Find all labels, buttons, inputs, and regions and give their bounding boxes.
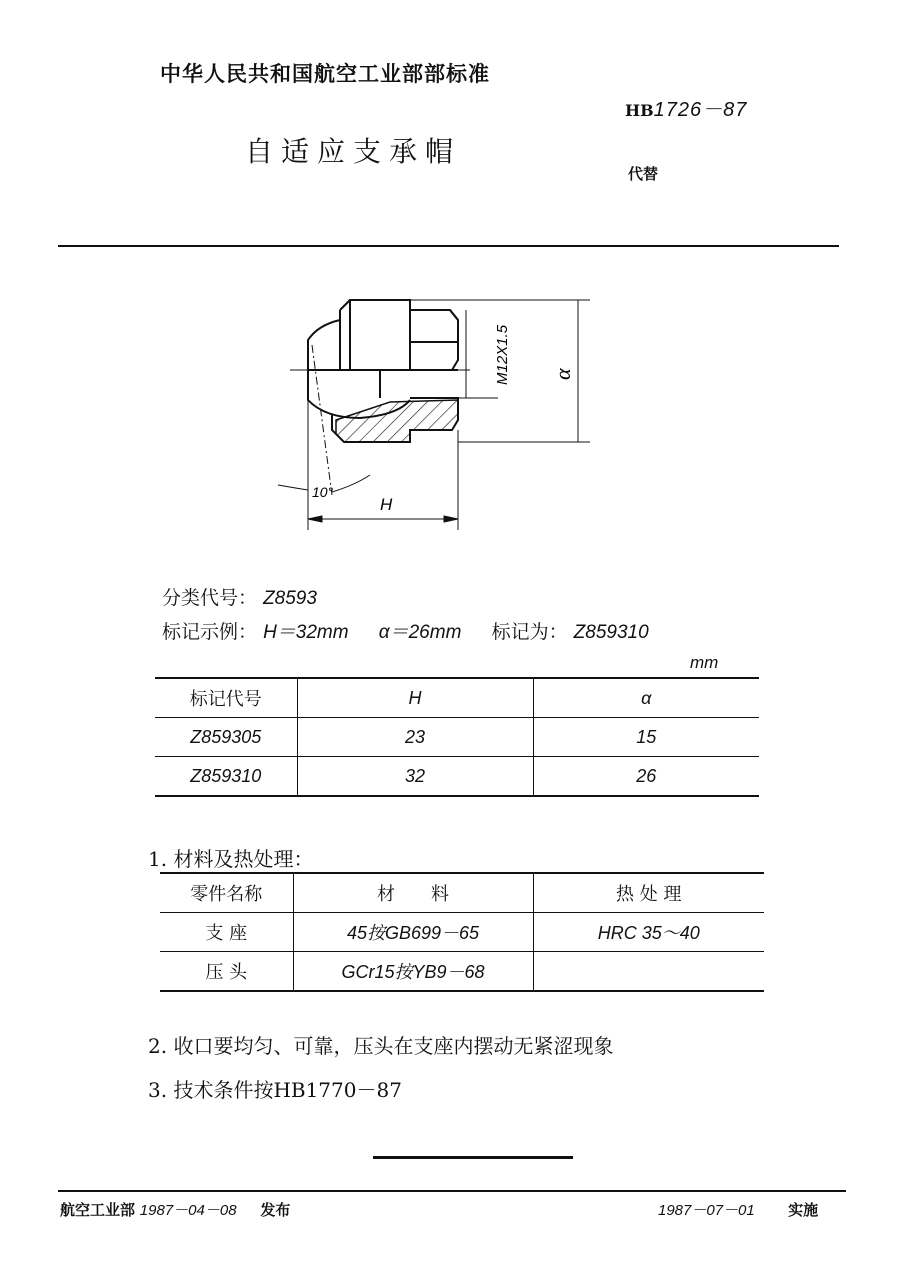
technical-drawing	[270, 290, 610, 540]
angle-label: 10°	[312, 484, 334, 500]
dimension-table	[155, 677, 759, 797]
organization-header: 中华人民共和国航空工业部部标准	[160, 62, 490, 86]
header-divider	[58, 245, 839, 247]
header-marking-code: 标记代号	[155, 678, 297, 718]
cell-part-name: 压 头	[160, 952, 293, 992]
material-table	[160, 872, 764, 992]
marked-as-value: Z859310	[573, 622, 649, 643]
standard-prefix: HB	[625, 101, 654, 120]
cell-alpha: 15	[533, 718, 759, 757]
standard-code: 1726－87	[653, 99, 748, 121]
marking-h-value: H＝32mm	[263, 622, 349, 643]
marking-example-line	[162, 617, 649, 644]
cell-material: GCr15按YB9－68	[293, 952, 533, 992]
material-section-heading: 1. 材料及热处理：	[148, 847, 314, 871]
alpha-dim-label: α	[550, 368, 575, 380]
classification-line	[162, 583, 317, 610]
issue-label: 发布	[260, 1201, 291, 1219]
cell-heat-treatment	[533, 952, 764, 992]
marking-alpha-value: α＝26mm	[378, 622, 462, 643]
header-h: H	[297, 678, 533, 718]
thread-label: M12X1.5	[494, 324, 511, 385]
classification-label: 分类代号：	[162, 587, 258, 609]
footer-effective	[658, 1199, 818, 1220]
footer-divider	[58, 1190, 846, 1192]
note-3: 3. 技术条件按HB1770－87	[148, 1078, 402, 1102]
cell-heat-treatment: HRC 35～40	[533, 913, 764, 952]
end-rule	[373, 1156, 573, 1159]
effective-date: 1987－07－01	[658, 1202, 755, 1219]
issue-date: 1987－04－08	[139, 1202, 237, 1219]
standard-number	[625, 93, 747, 122]
table-row	[155, 718, 759, 757]
cell-h: 32	[297, 757, 533, 797]
note-2: 2. 收口要均匀、可靠，压头在支座内摆动无紧涩现象	[148, 1034, 614, 1058]
issuer: 航空工业部	[60, 1201, 136, 1219]
replaces-label: 代替	[628, 165, 659, 183]
table-row	[160, 913, 764, 952]
marked-as-label: 标记为：	[491, 621, 568, 643]
header-part-name: 零件名称	[160, 873, 293, 913]
header-material: 材 料	[293, 873, 533, 913]
header-heat-treatment: 热 处 理	[533, 873, 764, 913]
height-dim-label: H	[380, 495, 393, 514]
cell-code: Z859305	[155, 718, 297, 757]
header-alpha: α	[533, 678, 759, 718]
cell-material: 45按GB699－65	[293, 913, 533, 952]
table-row	[160, 952, 764, 992]
cell-part-name: 支 座	[160, 913, 293, 952]
footer-issue	[60, 1199, 290, 1220]
cell-code: Z859310	[155, 757, 297, 797]
cell-h: 23	[297, 718, 533, 757]
cell-alpha: 26	[636, 765, 657, 786]
classification-code: Z8593	[263, 588, 317, 609]
support-cap-drawing	[270, 290, 610, 540]
table-header-row	[160, 873, 764, 913]
document-title: 自适应支承帽	[245, 135, 462, 168]
table-row	[155, 757, 759, 797]
unit-label: mm	[690, 653, 719, 672]
marking-example-label: 标记示例：	[162, 621, 258, 643]
table-header-row	[155, 678, 759, 718]
effective-label: 实施	[788, 1201, 819, 1219]
